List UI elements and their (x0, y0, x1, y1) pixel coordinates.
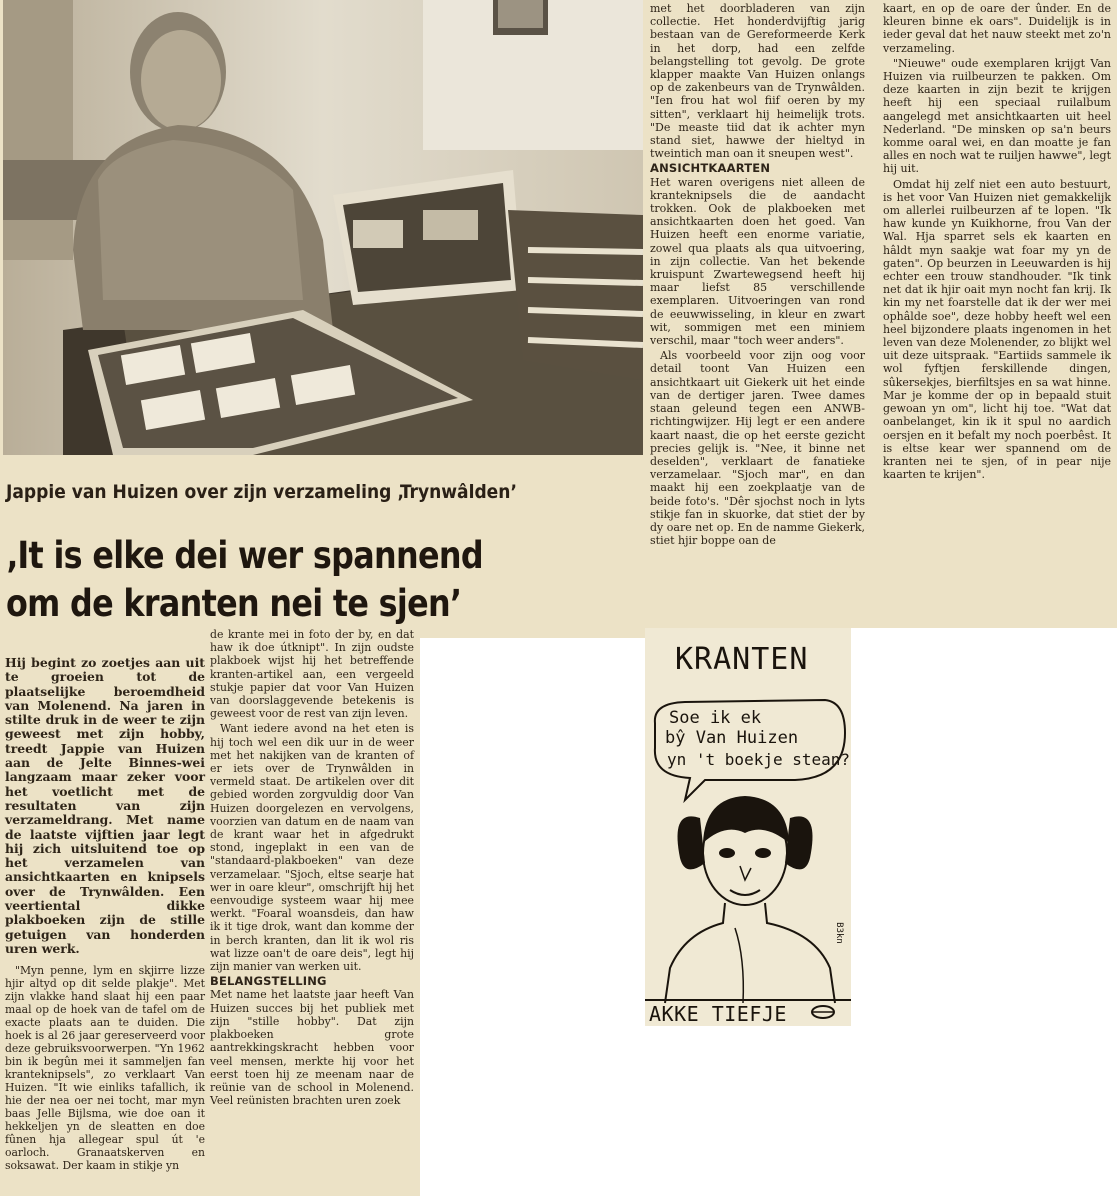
photo-illustration (3, 0, 643, 455)
subheading: ANSICHTKAARTEN (650, 161, 771, 176)
speech-bubble-line-3: yn 't boekje stean? (667, 750, 851, 769)
headline (6, 532, 548, 628)
cartoon-kranten (645, 628, 851, 1026)
cartoon-title: KRANTEN (675, 642, 809, 677)
body-paragraph: Als voorbeeld voor zijn oog voor detail toont Van Huizen een ansichtkaart uit Giekerk uit het einde van de dertiger jaren. Twee dames staan geleund tegen een ANWB-richtingwijzer. Hij legt er een andere kaart naast, die op het eerste gezicht precies gelijk is. "Nee, it binne net deselden", verklaart de fanatieke verzamelaar. "Sjoch mar", en dan maakt hij een zoekplaatje van de beide foto's. "Dêr sjochst noch in lyts stikje fan in skuorke, dat stiet der by dy oare net op. En de namme Giekerk, stiet hjir boppe oan de (650, 349, 865, 548)
body-paragraph: "Myn penne, lym en skjirre lizze hjir altyd op dit selde plakje". Met zijn vlakke hand slaat hij een paar maal op de hoek van de tafel om de exacte plaats aan te duiden. Die hoek is al 26 jaar gereserveerd voor deze gebruiksvoorwerpen. "Yn 1962 bin ik begûn mei it sammeljen fan kranteknipsels", zo verklaart Van Huizen. "It wie einliks tafallich, ik hie der nea oer nei tocht, mar myn baas Jelle Bijlsma, wie doe oan it hekkeljen yn de sleatten en doe fûnen hja allegear spul út 'e oarloch. Granaatskerven en soksawat. Der kaam in stikje yn (5, 964, 205, 1173)
speech-bubble-line-1: Soe ik ek (669, 708, 762, 728)
body-paragraph: de krante mei in foto der by, en dat haw ik doe útknipt". In zijn oudste plakboek wijst hij het betreffende kranten-artikel aan, een vergeeld stukje papier dat voor Van Huizen van doorslaggevende betekenis is geweest voor de rest van zijn leven. (210, 628, 414, 721)
article-column-4 (883, 2, 1111, 483)
body-paragraph: met het doorbladeren van zijn collectie. Het honderdvijftig jarig bestaan van de Gereformeerde Kerk in het dorp, had een zelfde belangstelling tot gevolg. De grote klapper maakte Van Huizen onlangs op de zakenbeurs van de Trynwâlden. "Ien frou hat wol fiif oeren by my sitten", verklaart hij heimelijk trots. "De measte tiid dat ik achter myn stand siet, hawwe der hieltyd in tweintich man oan it sneupen west". (650, 2, 865, 161)
speech-bubble-line-2: bŷ Van Huizen (665, 728, 799, 748)
article-column-3 (650, 2, 865, 549)
headline-line-2: om de kranten nei te sjen’ (6, 582, 462, 625)
article-column-1 (5, 656, 205, 1174)
body-paragraph: kaart, en op de oare der ûnder. En de kleuren binne ek oars". Duidelijk is in ieder geval dat het nauw steekt met zo'n verzameling. (883, 2, 1111, 55)
body-paragraph: Het waren overigens niet alleen de kranteknipsels die de aandacht trokken. Ook de plakboeken met ansichtkaarten doen het goed. Van Huizen heeft een enorme variatie, zowel qua plaats als qua uitvoering, in zijn collectie. Van het bekende kruispunt Zwartewegsend heeft hij maar liefst 85 verschillende exemplaren. Uitvoeringen van rond de eeuwwisseling, in kleur en zwart wit, sommigen met een miniem verschil, maar "toch weer anders". (650, 175, 865, 348)
body-paragraph: Met name het laatste jaar heeft Van Huizen succes bij het publiek met zijn "stille hobby". Dat zijn plakboeken grote aantrekkingskracht hebben voor veel mensen, merkte hij voor het eerst toen hij ze meenam naar de reünie van de school in Molenend. Veel reünisten brachten uren zoek (210, 988, 414, 1108)
body-paragraph: Want iedere avond na het eten is hij toch wel een dik uur in de weer met het nakijken van de kranten of er iets over de Trynwâlden in vermeld staat. De artikelen over dit gebied worden zorgvuldig door Van Huizen doorgelezen en vervolgens, voorzien van datum en de naam van de krant waar het in afgedrukt stond, ingeplakt in een van de "standaard-plakboeken" van deze verzamelaar. "Sjoch, eltse searje hat wer in oare kleur", omschrijft hij het eenvoudige systeem waar hij mee werkt. "Foaral woansdeis, dan haw ik it tige drok, want dan komme der in berch kranten, dan lit ik wol ris wat lizze oan't de oare deis", legt hij zijn manier van werken uit. (210, 722, 414, 974)
body-paragraph: "Nieuwe" oude exemplaren krijgt Van Huizen via ruilbeurzen te pakken. Om deze kaarten in zijn bezit te krijgen heeft hij een speciaal ruilalbum aangelegd met ansichtkaarten uit heel Nederland. "De minsken op sa'n beurs komme oaral wei, en dan moatte je fan alles en noch wat te ruiljen hawwe", legt hij uit. (883, 56, 1111, 176)
cartoon-drawing (645, 628, 851, 1026)
kicker: Jappie van Huizen over zijn verzameling ‚Trynwâlden’ (6, 481, 517, 503)
portrait-photo (3, 0, 643, 455)
subheading: BELANGSTELLING (210, 974, 327, 989)
article-column-2 (210, 628, 414, 1109)
intro-paragraph: Hij begint zo zoetjes aan uit te groeien tot de plaatselijke beroemdheid van Molenend. Na jaren in stilte druk in de weer te zijn geweest met zijn hobby, treedt Jappie van Huizen aan de Jelte Binnes-wei langzaam maar zeker voor het voetlicht met de resultaten van zijn verzameldrang. Met name de laatste vijftien jaar legt hij zich uitsluitend toe op het verzamelen van ansichtkaarten en knipsels over de Trynwâlden. Een veertiental dikke plakboeken zijn de stille getuigen van honderden uren werk. (5, 655, 205, 956)
body-paragraph: Omdat hij zelf niet een auto bestuurt, is het voor Van Huizen niet gemakkelijk om allerlei ruilbeurzen af te lopen. "Ik haw kunde yn Kuikhorne, frou Van der Wal. Hja sparret sels ek kaarten en hâldt myn saakje wat foar my yn de gaten". Op beurzen in Leeuwarden is hij echter een trouw standhouder. "Ik tink net dat ik hjir oait myn nocht fan krij. Ik kin my net foarstelle dat ik der wer mei ophâlde soe", deze hobby heeft wel een heel bijzondere plaats ingenomen in het leven van deze Molenender, zo blijkt wel uit deze uitspraak. "Eartiids sammele ik wol fyftjen ferskillende dingen, sûkersekjes, bierfiltsjes en sa wat hinne. Mar je komme der op in bepaald stuit gewoan yn om", licht hij toe. "Wat dat oanbelanget, kin ik it spul no aardich oersjen en it befalt my noch poerbêst. It is eltse kear wer spannend om de kranten nei te sjen, of in pear nije kaarten te krijen". (883, 177, 1111, 482)
cartoon-footer: AKKE TIEFJE (649, 1002, 787, 1026)
headline-line-1: ‚It is elke dei wer spannend (6, 534, 483, 577)
artist-signature: B3kn (833, 922, 844, 944)
